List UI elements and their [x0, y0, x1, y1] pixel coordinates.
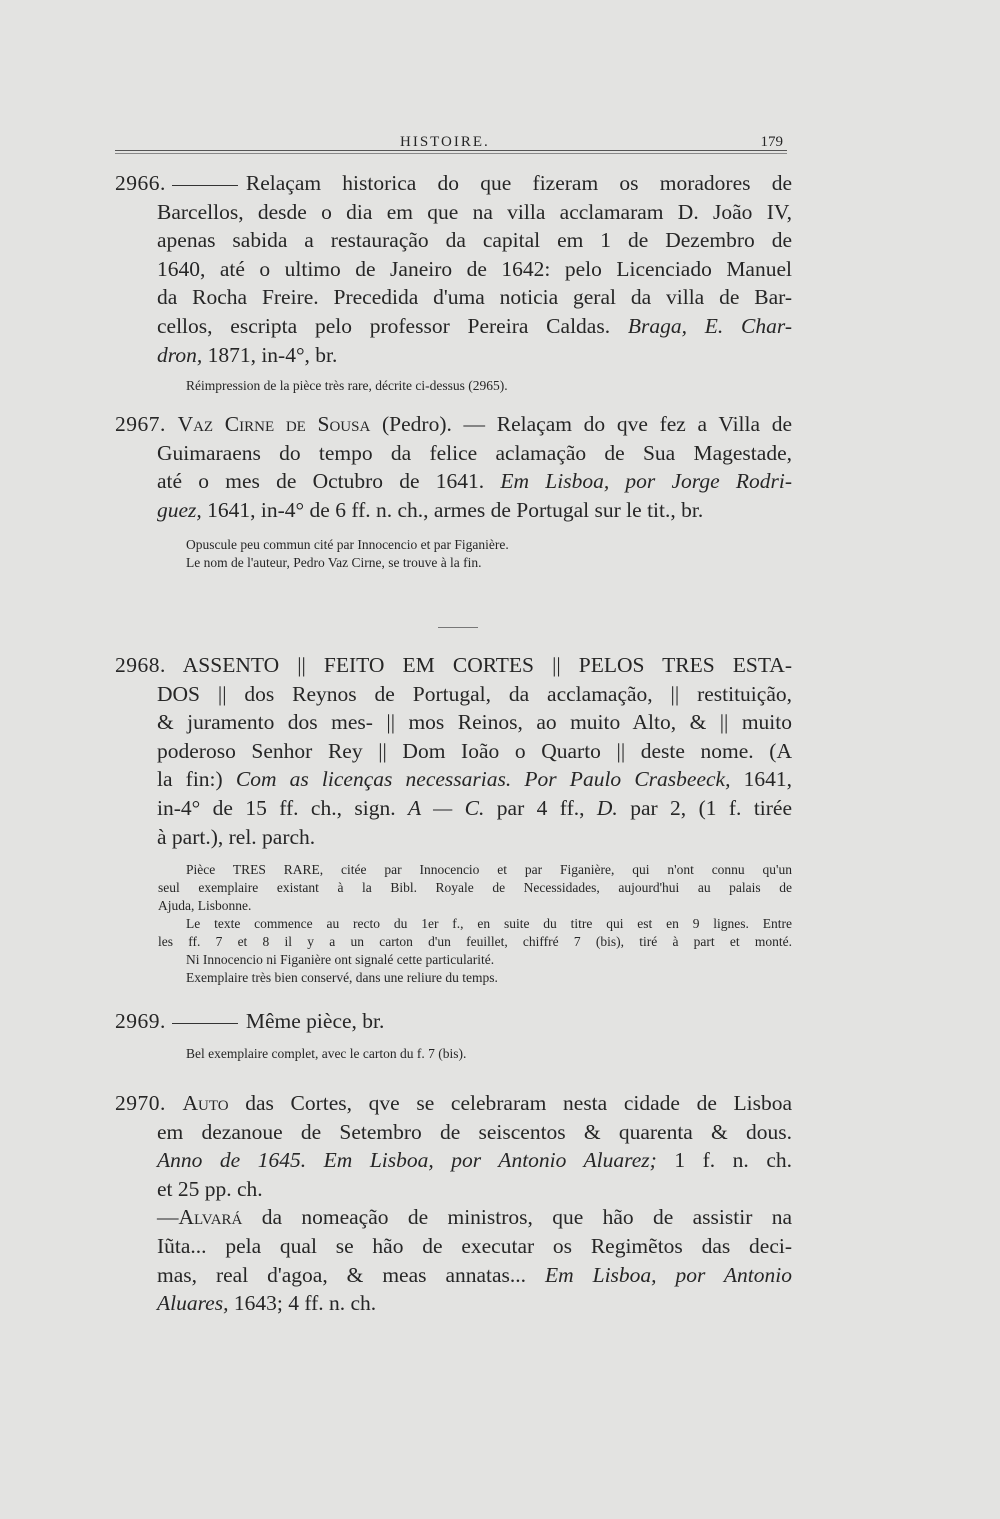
entry-number: 2968. [115, 653, 166, 677]
entry-line: Barcellos, desde o dia em que na villa acclamaram D. João IV, [157, 199, 792, 224]
entry-line: & juramento dos mes- || mos Reinos, ao muito Alto, & || muito [157, 710, 792, 735]
entry-note: Réimpression de la pièce très rare, décrite ci-dessus (2965). [186, 378, 508, 394]
entry-line: et 25 pp. ch. [157, 1176, 263, 1201]
entry-line: in-4° de 15 ff. ch., sign. A — C. par 4 ff., D. par 2, (1 f. tirée [157, 795, 793, 820]
entry-notes [115, 536, 792, 572]
entry-line: Anno de 1645. Em Lisboa, por Antonio Aluarez; 1 f. n. ch. [157, 1148, 793, 1173]
header-rule [115, 150, 787, 151]
entry-number: 2967. [115, 412, 166, 436]
note-line: Pièce TRES RARE, citée par Innocencio et par Figanière, qui n'ont connu qu'un [186, 862, 792, 878]
note-line: Ni Innocencio ni Figanière ont signalé cette particularité. [186, 952, 495, 968]
entry-line: DOS || dos Reynos de Portugal, da acclamação, || restituição, [157, 681, 792, 706]
entry-number: 2966. [115, 171, 166, 195]
entry-line: à part.), rel. parch. [157, 824, 316, 849]
entry-line: até o mes de Octubro de 1641. Em Lisboa, por Jorge Rodri- [157, 469, 792, 494]
entry-line: 2966. Relaçam historica do que fizeram os moradores de [115, 171, 792, 195]
ditto-dash [172, 1023, 238, 1024]
imprint: Em Lisboa, por Jorge Rodri- [500, 469, 792, 494]
entry-line: da Rocha Freire. Precedida d'uma noticia geral da villa de Bar- [157, 285, 792, 310]
entry-2969 [115, 1007, 792, 1063]
entry-number: 2969. [115, 1009, 166, 1033]
entry-number: 2970. [115, 1091, 166, 1115]
entry-line: apenas sabida a restauração da capital em 1 de Dezembro de [157, 228, 792, 253]
imprint: Braga, E. Char- [627, 313, 792, 338]
author-name: Alvará [178, 1205, 243, 1230]
entry-2967 [115, 410, 792, 572]
entry-2968 [115, 651, 792, 987]
entry-2966 [115, 169, 792, 395]
entry-notes [115, 861, 792, 987]
note-line: Opuscule peu commun cité par Innocencio et par Figanière. [186, 537, 509, 553]
note-line: les ff. 7 et 8 il y a un carton d'un feuillet, chiffré 7 (bis), tiré à part et monté. [158, 934, 792, 950]
entry-line: Aluares, 1643; 4 ff. n. ch. [157, 1291, 377, 1316]
imprint: Anno de 1645. Em Lisboa, por Antonio Aluarez; [157, 1148, 657, 1173]
entry-line: 2968. ASSENTO || FEITO EM CORTES || PELOS TRES ESTA- [115, 653, 792, 677]
entry-note: Bel exemplaire complet, avec le carton du f. 7 (bis). [186, 1045, 467, 1061]
entry-2970 [115, 1089, 792, 1318]
entry-line: 1640, até o ultimo de Janeiro de 1642: pelo Licenciado Manuel [157, 256, 792, 281]
note-line: Ajuda, Lisbonne. [158, 898, 252, 914]
entry-line: guez, 1641, in-4° de 6 ff. n. ch., armes de Portugal sur le tit., br. [157, 497, 704, 522]
note-line: Exemplaire très bien conservé, dans une reliure du temps. [186, 970, 498, 986]
header-rule-thin [115, 153, 787, 154]
entry-line: em dezanoue de Setembro de seiscentos & quarenta & dous. [157, 1119, 792, 1144]
author-name: Auto [182, 1091, 229, 1115]
entry-line: cellos, escripta pelo professor Pereira Caldas. Braga, E. Char- [157, 313, 792, 338]
entry-line: Iũta... pela qual se hão de executar os Regimẽtos das deci- [157, 1233, 792, 1258]
entry-line: 2970. Auto das Cortes, qve se celebraram nesta cidade de Lisboa [115, 1091, 793, 1115]
header-title: HISTOIRE. [400, 134, 490, 150]
ditto-dash [172, 185, 238, 186]
note-line: seul exemplaire existant à la Bibl. Royale de Necessidades, aujourd'hui au palais de [158, 880, 792, 896]
entry-line: dron, 1871, in-4°, br. [157, 342, 338, 367]
entry-line: mas, real d'agoa, & meas annatas... Em Lisboa, por Antonio [157, 1262, 793, 1287]
entry-line: 2969. Même pièce, br. [115, 1009, 385, 1033]
imprint: Em Lisboa, por Antonio [545, 1262, 793, 1287]
note-line: Le texte commence au recto du 1er f., en suite du titre qui est en 9 lignes. Entre [186, 916, 792, 932]
entry-line: la fin:) Com as licenças necessarias. Por Paulo Crasbeeck, 1641, [157, 767, 792, 792]
author-name: Vaz Cirne de Sousa [177, 412, 371, 436]
entry-line: 2967. Vaz Cirne de Sousa (Pedro). — Relaçam do qve fez a Villa de [115, 412, 793, 436]
entry-line: Guimaraens do tempo da felice aclamação de Sua Magestade, [157, 440, 792, 465]
page-number: 179 [760, 134, 783, 150]
note-line: Le nom de l'auteur, Pedro Vaz Cirne, se trouve à la fin. [186, 555, 482, 571]
entry-line: —Alvará da nomeação de ministros, que hão de assistir na [157, 1205, 792, 1230]
separator-rule [438, 627, 478, 628]
imprint: Com as licenças necessarias. Por Paulo Crasbeeck, [235, 767, 731, 792]
entry-line: poderoso Senhor Rey || Dom Ioão o Quarto || deste nome. (A [157, 738, 792, 763]
